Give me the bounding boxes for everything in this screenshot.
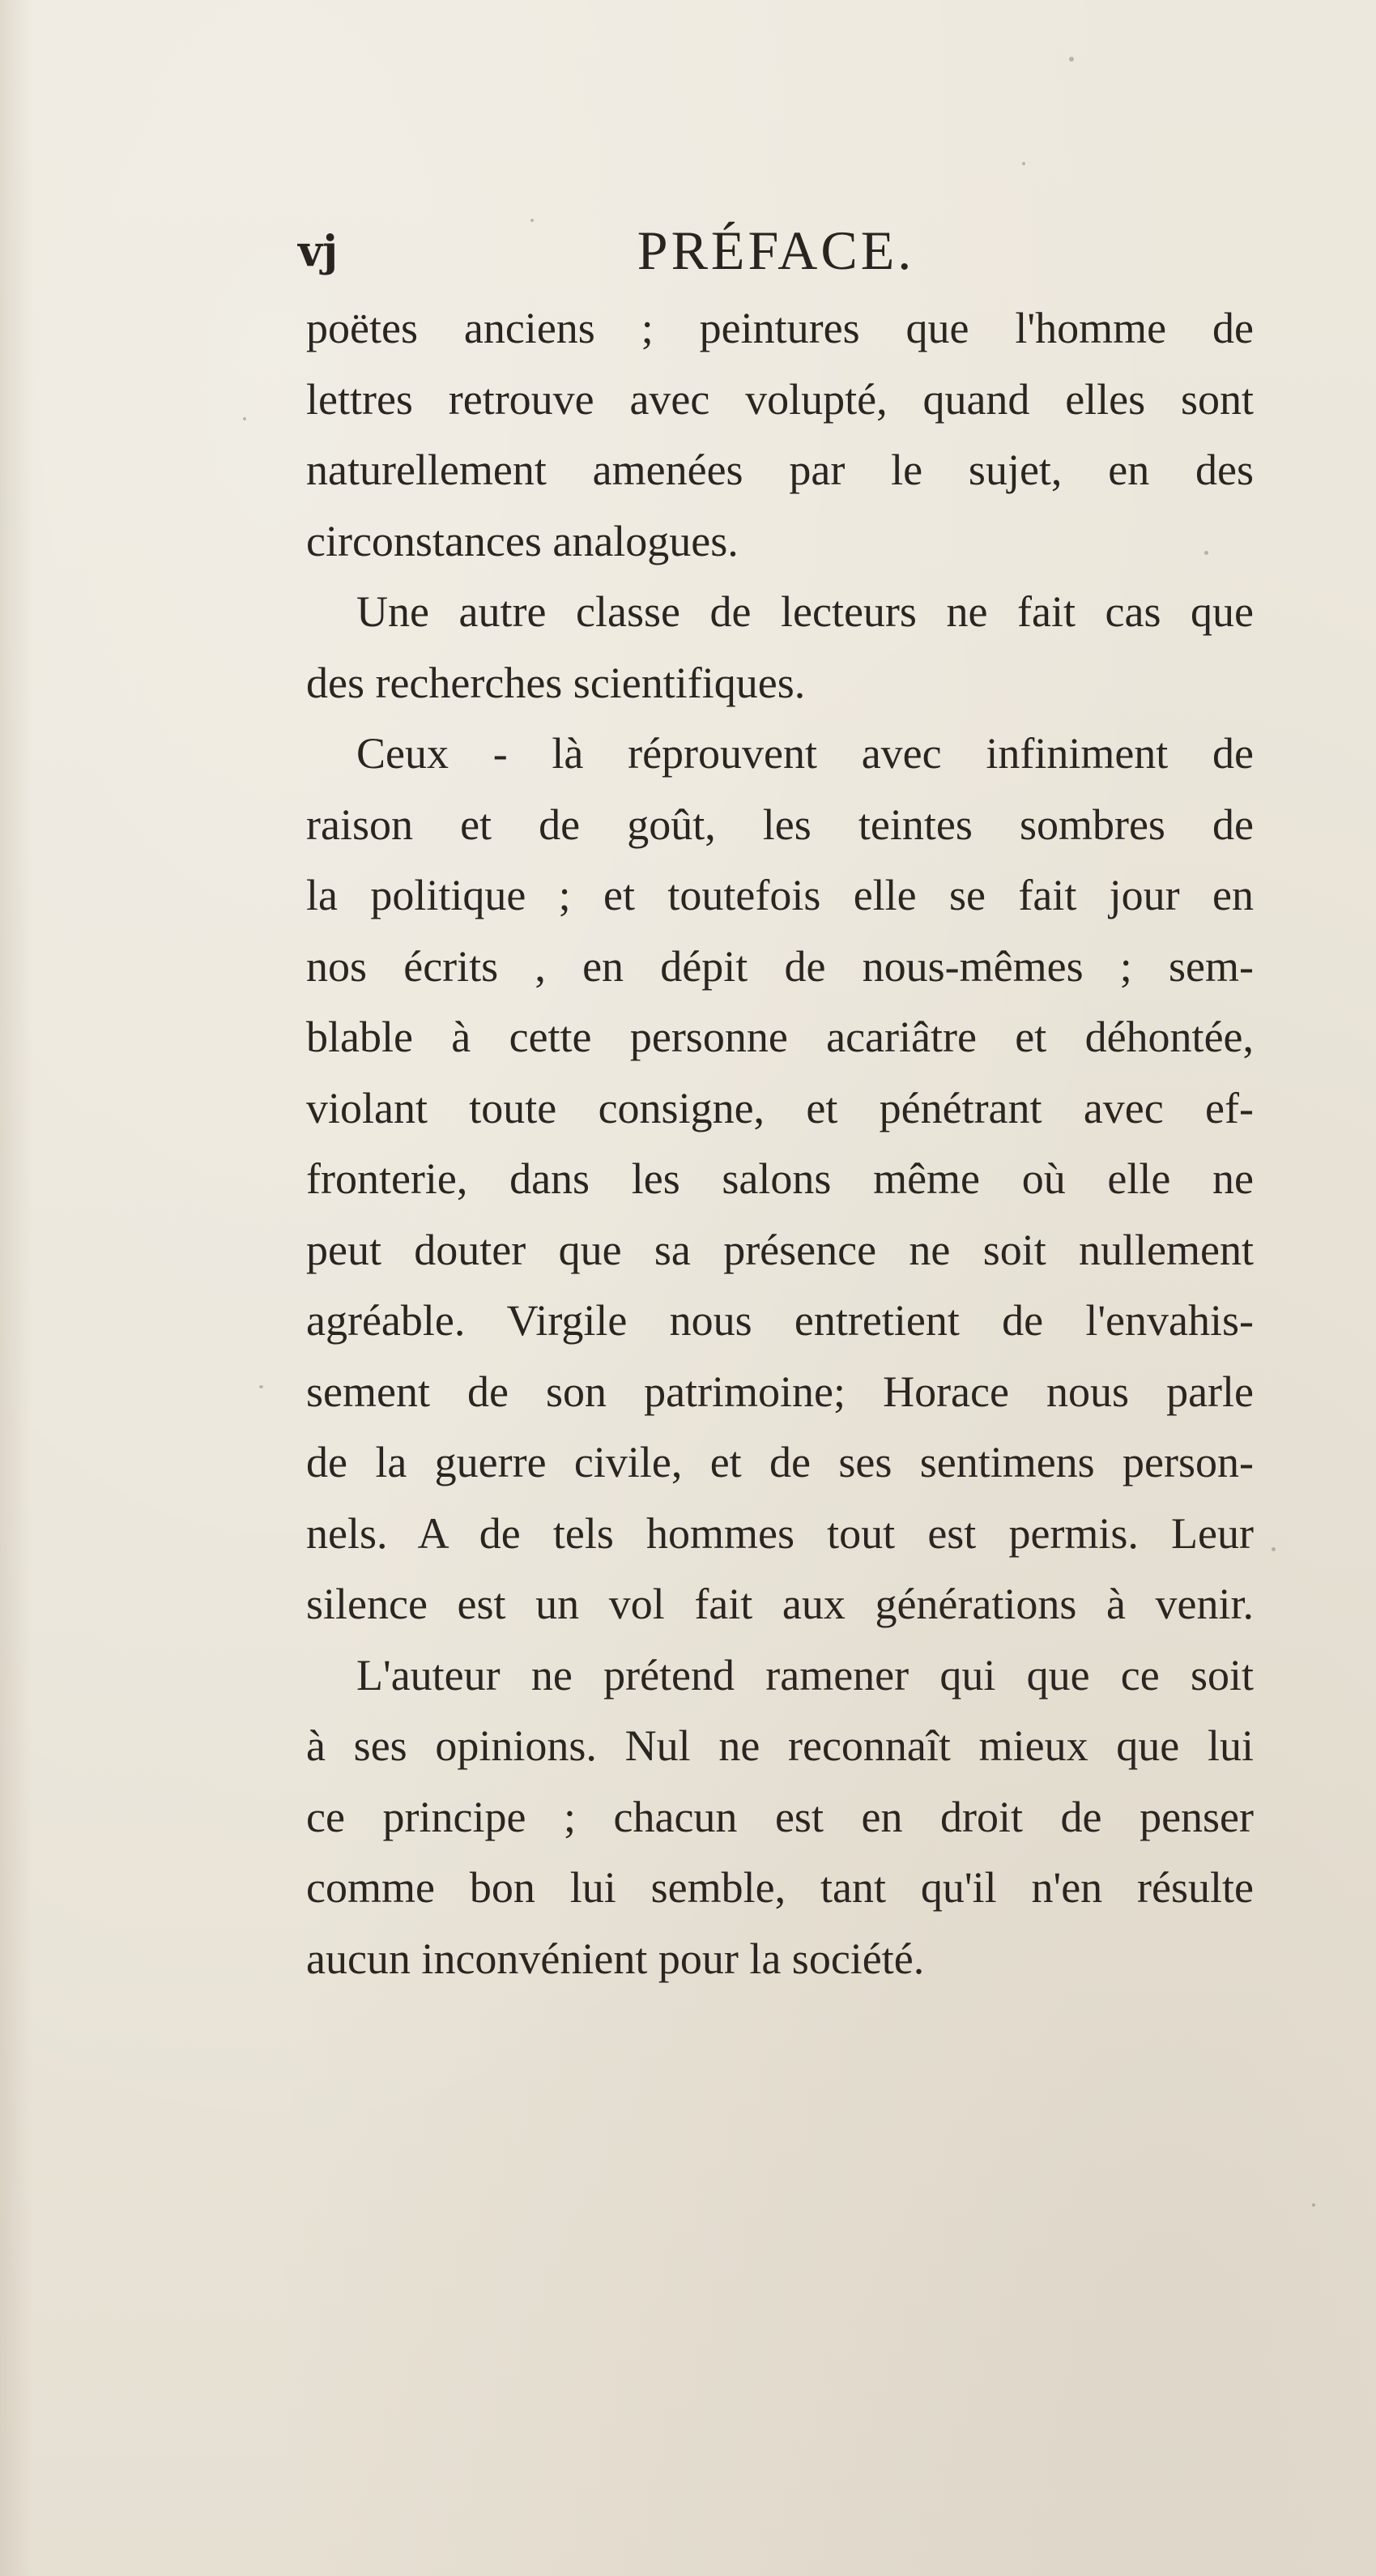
- text-line: nos écrits , en dépit de nous-mêmes ; sem-: [306, 941, 1254, 991]
- text-line: aucun inconvénient pour la société.: [306, 1934, 925, 1983]
- paper-speck: [259, 1385, 263, 1388]
- text-line: sement de son patrimoine; Horace nous parle: [306, 1367, 1254, 1416]
- page-number: vj: [298, 227, 339, 276]
- text-line: de la guerre civile, et de ses sentimens person-: [306, 1438, 1254, 1486]
- text-line: Ceux - là réprouvent avec infiniment de: [356, 729, 1254, 778]
- text-line: des recherches scientifiques.: [306, 658, 806, 707]
- paper-speck: [1069, 57, 1074, 62]
- body-text: [306, 293, 1254, 1994]
- text-line: violant toute consigne, et pénétrant avec ef-: [306, 1083, 1254, 1132]
- text-line: peut douter que sa présence ne soit nullement: [306, 1225, 1254, 1274]
- text-line: silence est un vol fait aux générations à venir.: [306, 1580, 1254, 1628]
- paper-speck: [1312, 2203, 1315, 2207]
- running-title: PRÉFACE.: [637, 220, 915, 281]
- text-line: naturellement amenées par le sujet, en des: [306, 446, 1254, 494]
- paper-speck: [1272, 1547, 1276, 1551]
- page-fold-shadow: [0, 0, 32, 2576]
- paper-speck: [243, 417, 246, 420]
- page-header: [298, 219, 1254, 292]
- text-line: blable à cette personne acariâtre et déhontée,: [306, 1013, 1254, 1061]
- text-line: agréable. Virgile nous entretient de l'envahis-: [306, 1296, 1254, 1345]
- paper-speck: [1022, 162, 1025, 165]
- text-line: Une autre classe de lecteurs ne fait cas que: [356, 587, 1254, 636]
- text-line: lettres retrouve avec volupté, quand elles sont: [306, 374, 1254, 424]
- text-line: ce principe ; chacun est en droit de penser: [306, 1792, 1254, 1841]
- text-line: poëtes anciens ; peintures que l'homme de: [306, 304, 1254, 352]
- text-line: fronterie, dans les salons même où elle ne: [306, 1154, 1254, 1203]
- text-line: comme bon lui semble, tant qu'il n'en résulte: [306, 1863, 1254, 1912]
- text-line: raison et de goût, les teintes sombres de: [306, 800, 1254, 849]
- text-line: circonstances analogues.: [306, 516, 739, 565]
- text-line: la politique ; et toutefois elle se fait jour en: [306, 871, 1254, 919]
- text-line: L'auteur ne prétend ramener qui que ce soit: [356, 1650, 1254, 1700]
- text-line: nels. A de tels hommes tout est permis. Leur: [306, 1508, 1254, 1558]
- text-line: à ses opinions. Nul ne reconnaît mieux que lui: [306, 1721, 1254, 1770]
